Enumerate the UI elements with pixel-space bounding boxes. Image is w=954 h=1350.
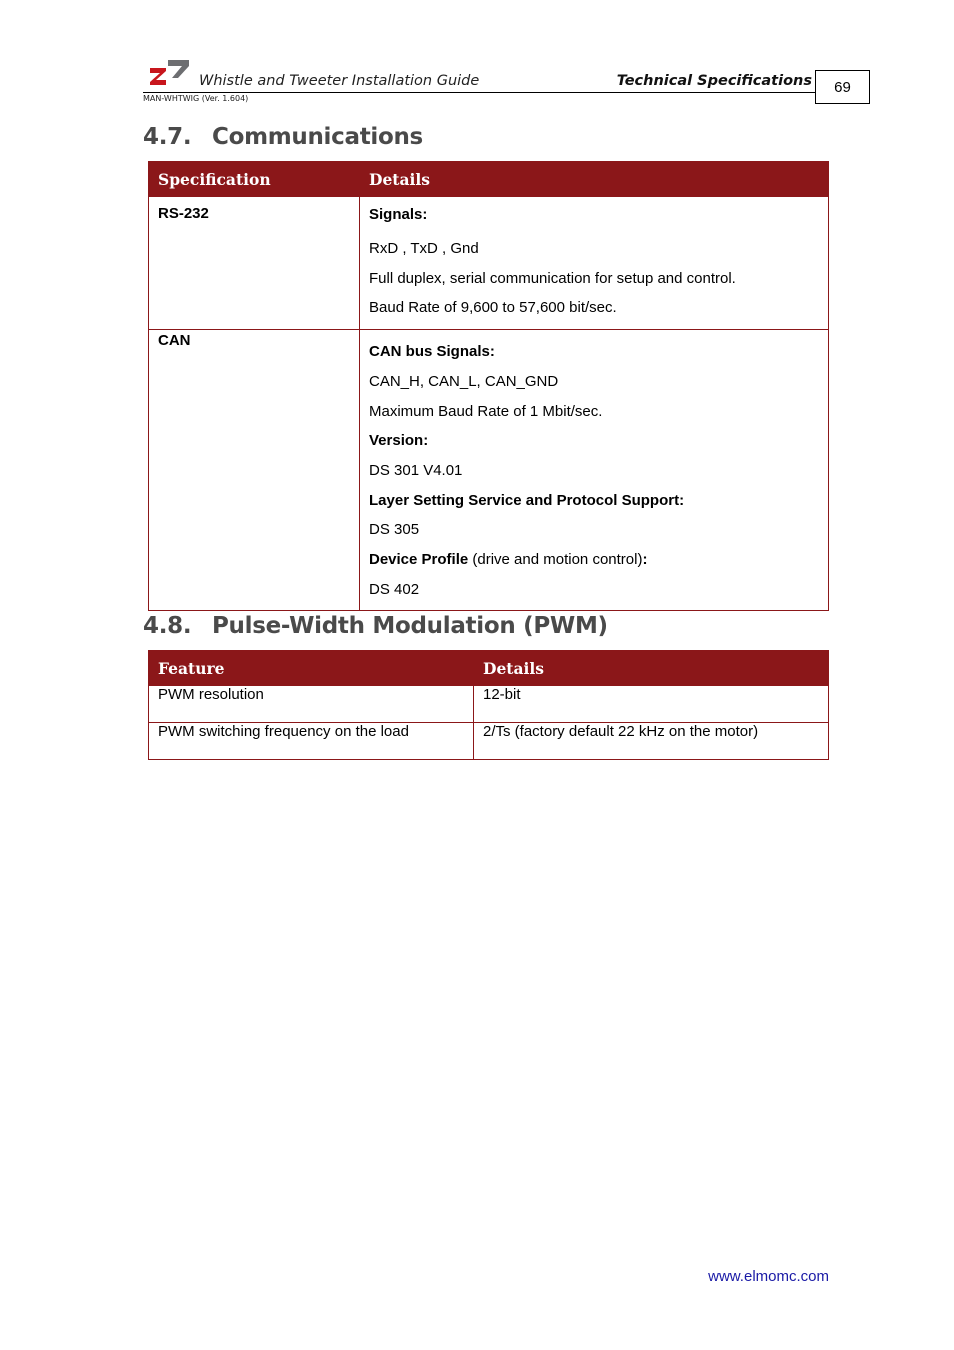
- details-cell: 12-bit: [474, 686, 829, 723]
- section-title: Communications: [212, 124, 423, 150]
- section-number: 4.7.: [143, 124, 192, 150]
- spec-name-rs232: RS-232: [149, 197, 360, 330]
- document-version: MAN-WHTWIG (Ver. 1.604): [143, 94, 249, 103]
- table-row: [149, 723, 829, 760]
- spec-details-can: [360, 330, 829, 611]
- chapter-title: Technical Specifications: [616, 73, 812, 89]
- can-baud-rate: Maximum Baud Rate of 1 Mbit/sec.: [369, 402, 603, 420]
- duplex-description: Full duplex, serial communication for setup and control.: [369, 269, 736, 287]
- document-title: Whistle and Tweeter Installation Guide: [199, 73, 480, 89]
- profile-label: Device Profile: [369, 551, 469, 569]
- column-header-details: Details: [474, 651, 829, 686]
- can-signals-value: CAN_H, CAN_L, CAN_GND: [369, 372, 559, 390]
- table-row-rs232: [149, 197, 829, 330]
- spec-details-rs232: [360, 197, 829, 330]
- column-header-specification: Specification: [149, 162, 360, 197]
- details-cell: 2/Ts (factory default 22 kHz on the motor): [474, 723, 829, 760]
- section-heading-communications: [143, 124, 423, 150]
- baud-rate: Baud Rate of 9,600 to 57,600 bit/sec.: [369, 299, 617, 317]
- signals-value: RxD , TxD , Gnd: [369, 240, 479, 257]
- signals-label: Signals:: [369, 206, 428, 223]
- communications-table: [148, 161, 829, 611]
- can-signals-label: CAN bus Signals:: [369, 343, 495, 361]
- table-row-can: [149, 330, 829, 611]
- feature-cell: PWM resolution: [149, 686, 474, 723]
- header-rule: [143, 92, 816, 93]
- spec-name-can: CAN: [149, 330, 360, 611]
- lss-label: Layer Setting Service and Protocol Support:: [369, 491, 685, 509]
- website-link[interactable]: www.elmomc.com: [708, 1268, 829, 1285]
- elmo-logo: [148, 58, 190, 88]
- feature-cell: PWM switching frequency on the load: [149, 723, 474, 760]
- table-header-row: [149, 651, 829, 686]
- profile-note: (drive and motion control): [468, 551, 643, 569]
- table-row: [149, 686, 829, 723]
- version-label: Version:: [369, 432, 429, 450]
- version-value: DS 301 V4.01: [369, 461, 463, 479]
- column-header-details: Details: [360, 162, 829, 197]
- lss-value: DS 305: [369, 521, 420, 539]
- column-header-feature: Feature: [149, 651, 474, 686]
- page-number: 69: [815, 70, 870, 104]
- table-header-row: [149, 162, 829, 197]
- profile-value: DS 402: [369, 580, 420, 598]
- section-title: Pulse-Width Modulation (PWM): [212, 613, 608, 639]
- section-number: 4.8.: [143, 613, 192, 639]
- pwm-table: [148, 650, 829, 760]
- profile-colon: :: [642, 551, 648, 569]
- device-profile-line: [369, 545, 819, 575]
- section-heading-pwm: [143, 613, 608, 639]
